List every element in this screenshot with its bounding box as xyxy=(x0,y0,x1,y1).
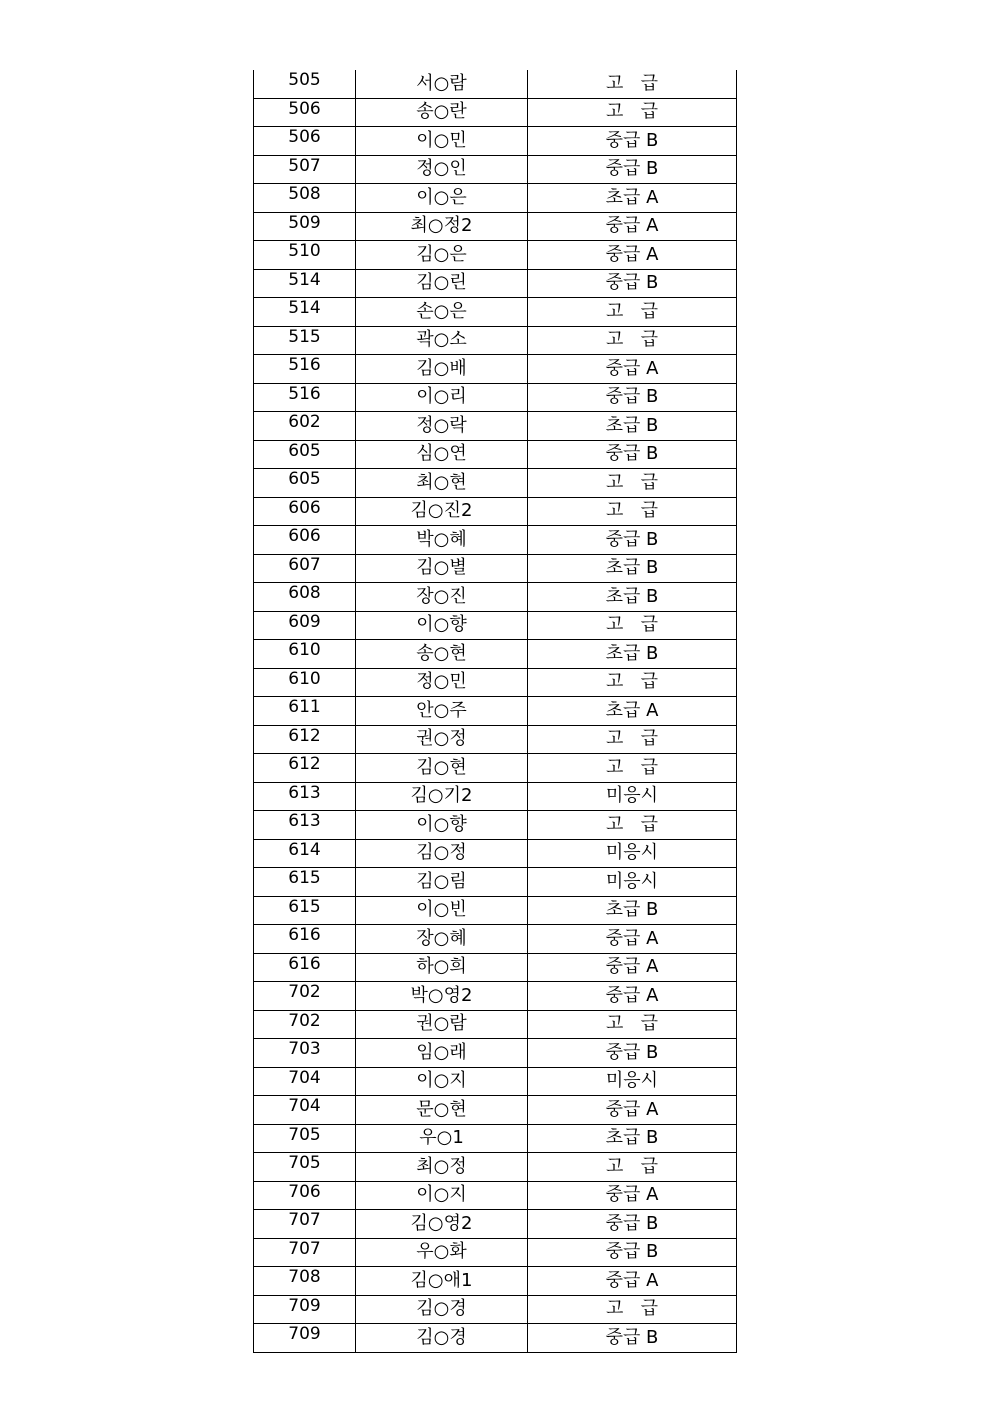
grade-level-cell: 중급 A xyxy=(528,1181,737,1210)
grade-level-cell: 초급 A xyxy=(528,184,737,213)
student-name-cell: 이○지 xyxy=(356,1067,528,1096)
table-row xyxy=(254,754,737,783)
room-number-cell: 514 xyxy=(254,269,356,298)
student-name-cell: 김○애1 xyxy=(356,1267,528,1296)
grade-level-cell: 중급 B xyxy=(528,1238,737,1267)
room-number-cell: 514 xyxy=(254,298,356,327)
grade-level-cell: 고 급 xyxy=(528,70,737,98)
table-row xyxy=(254,725,737,754)
room-number-cell: 509 xyxy=(254,212,356,241)
room-number-cell: 506 xyxy=(254,127,356,156)
grade-level-cell: 중급 A xyxy=(528,241,737,270)
student-name-cell: 손○은 xyxy=(356,298,528,327)
room-number-cell: 610 xyxy=(254,640,356,669)
table-row xyxy=(254,469,737,498)
table-row xyxy=(254,697,737,726)
table-row xyxy=(254,782,737,811)
table-row xyxy=(254,70,737,98)
table-row xyxy=(254,1010,737,1039)
room-number-cell: 506 xyxy=(254,98,356,127)
grade-level-cell: 고 급 xyxy=(528,1295,737,1324)
room-number-cell: 706 xyxy=(254,1181,356,1210)
grade-level-cell: 미응시 xyxy=(528,782,737,811)
room-number-cell: 707 xyxy=(254,1210,356,1239)
student-name-cell: 김○림 xyxy=(356,868,528,897)
grade-level-cell: 중급 B xyxy=(528,155,737,184)
student-name-cell: 이○지 xyxy=(356,1181,528,1210)
grade-level-cell: 중급 B xyxy=(528,127,737,156)
table-row xyxy=(254,953,737,982)
student-name-cell: 김○배 xyxy=(356,355,528,384)
student-name-cell: 김○정 xyxy=(356,839,528,868)
table-row xyxy=(254,383,737,412)
grade-level-cell: 고 급 xyxy=(528,497,737,526)
room-number-cell: 516 xyxy=(254,355,356,384)
table-row xyxy=(254,839,737,868)
grade-level-cell: 고 급 xyxy=(528,754,737,783)
grade-level-cell: 고 급 xyxy=(528,469,737,498)
table-row xyxy=(254,497,737,526)
student-name-cell: 하○희 xyxy=(356,953,528,982)
table-row xyxy=(254,212,737,241)
student-name-cell: 우○1 xyxy=(356,1124,528,1153)
room-number-cell: 611 xyxy=(254,697,356,726)
grade-level-cell: 중급 B xyxy=(528,440,737,469)
table-row xyxy=(254,412,737,441)
room-number-cell: 612 xyxy=(254,754,356,783)
grade-level-cell: 고 급 xyxy=(528,725,737,754)
table-row xyxy=(254,925,737,954)
student-name-cell: 송○란 xyxy=(356,98,528,127)
grade-level-cell: 중급 B xyxy=(528,1039,737,1068)
grade-level-cell: 중급 B xyxy=(528,1324,737,1353)
grade-level-cell: 고 급 xyxy=(528,1010,737,1039)
table-row xyxy=(254,668,737,697)
grade-level-cell: 중급 B xyxy=(528,526,737,555)
student-name-cell: 최○현 xyxy=(356,469,528,498)
table-row xyxy=(254,868,737,897)
student-name-cell: 이○향 xyxy=(356,811,528,840)
grade-level-cell: 중급 A xyxy=(528,355,737,384)
grade-level-cell: 중급 A xyxy=(528,1267,737,1296)
grade-level-cell: 초급 B xyxy=(528,896,737,925)
room-number-cell: 612 xyxy=(254,725,356,754)
student-name-cell: 문○현 xyxy=(356,1096,528,1125)
student-name-cell: 김○영2 xyxy=(356,1210,528,1239)
room-number-cell: 609 xyxy=(254,611,356,640)
table-row xyxy=(254,1096,737,1125)
room-number-cell: 707 xyxy=(254,1238,356,1267)
room-number-cell: 704 xyxy=(254,1067,356,1096)
grade-level-cell: 고 급 xyxy=(528,611,737,640)
table-row xyxy=(254,1153,737,1182)
grade-level-cell: 중급 B xyxy=(528,269,737,298)
table-row xyxy=(254,184,737,213)
room-number-cell: 610 xyxy=(254,668,356,697)
room-number-cell: 607 xyxy=(254,554,356,583)
table-row xyxy=(254,298,737,327)
student-name-cell: 김○경 xyxy=(356,1295,528,1324)
room-number-cell: 616 xyxy=(254,953,356,982)
room-number-cell: 613 xyxy=(254,782,356,811)
grade-level-cell: 초급 A xyxy=(528,697,737,726)
student-name-cell: 최○정 xyxy=(356,1153,528,1182)
student-name-cell: 정○락 xyxy=(356,412,528,441)
grade-level-cell: 중급 A xyxy=(528,982,737,1011)
student-name-cell: 김○현 xyxy=(356,754,528,783)
student-name-cell: 장○혜 xyxy=(356,925,528,954)
room-number-cell: 704 xyxy=(254,1096,356,1125)
room-number-cell: 510 xyxy=(254,241,356,270)
grade-level-cell: 중급 B xyxy=(528,383,737,412)
grade-level-cell: 초급 B xyxy=(528,1124,737,1153)
student-name-cell: 우○화 xyxy=(356,1238,528,1267)
grade-level-cell: 미응시 xyxy=(528,1067,737,1096)
room-number-cell: 705 xyxy=(254,1153,356,1182)
table-row xyxy=(254,127,737,156)
student-name-cell: 장○진 xyxy=(356,583,528,612)
table-row xyxy=(254,1181,737,1210)
grade-level-cell: 고 급 xyxy=(528,298,737,327)
room-number-cell: 516 xyxy=(254,383,356,412)
table-row xyxy=(254,1324,737,1353)
room-number-cell: 508 xyxy=(254,184,356,213)
room-number-cell: 602 xyxy=(254,412,356,441)
room-number-cell: 614 xyxy=(254,839,356,868)
grade-level-cell: 중급 B xyxy=(528,1210,737,1239)
table-row xyxy=(254,896,737,925)
table-row xyxy=(254,241,737,270)
student-name-cell: 박○영2 xyxy=(356,982,528,1011)
room-number-cell: 708 xyxy=(254,1267,356,1296)
grade-level-cell: 중급 A xyxy=(528,1096,737,1125)
student-name-cell: 김○별 xyxy=(356,554,528,583)
student-name-cell: 김○진2 xyxy=(356,497,528,526)
grade-level-cell: 초급 B xyxy=(528,583,737,612)
grade-level-cell: 고 급 xyxy=(528,326,737,355)
room-number-cell: 615 xyxy=(254,896,356,925)
room-number-cell: 507 xyxy=(254,155,356,184)
room-number-cell: 615 xyxy=(254,868,356,897)
table-row xyxy=(254,982,737,1011)
table-row xyxy=(254,1267,737,1296)
grade-level-cell: 미응시 xyxy=(528,839,737,868)
room-number-cell: 702 xyxy=(254,982,356,1011)
grade-level-cell: 고 급 xyxy=(528,668,737,697)
results-table xyxy=(253,70,737,1353)
student-name-cell: 김○린 xyxy=(356,269,528,298)
grade-level-cell: 초급 B xyxy=(528,412,737,441)
student-name-cell: 심○연 xyxy=(356,440,528,469)
room-number-cell: 705 xyxy=(254,1124,356,1153)
table-row xyxy=(254,1067,737,1096)
student-name-cell: 이○빈 xyxy=(356,896,528,925)
student-name-cell: 이○리 xyxy=(356,383,528,412)
room-number-cell: 703 xyxy=(254,1039,356,1068)
grade-level-cell: 중급 A xyxy=(528,953,737,982)
grade-level-cell: 고 급 xyxy=(528,811,737,840)
student-name-cell: 임○래 xyxy=(356,1039,528,1068)
student-name-cell: 정○민 xyxy=(356,668,528,697)
student-name-cell: 권○람 xyxy=(356,1010,528,1039)
table-row xyxy=(254,326,737,355)
student-name-cell: 서○람 xyxy=(356,70,528,98)
room-number-cell: 709 xyxy=(254,1295,356,1324)
table-row xyxy=(254,640,737,669)
room-number-cell: 606 xyxy=(254,497,356,526)
grade-level-cell: 고 급 xyxy=(528,1153,737,1182)
table-row xyxy=(254,583,737,612)
student-name-cell: 이○은 xyxy=(356,184,528,213)
table-row xyxy=(254,155,737,184)
table-row xyxy=(254,98,737,127)
room-number-cell: 605 xyxy=(254,469,356,498)
room-number-cell: 608 xyxy=(254,583,356,612)
table-body xyxy=(254,70,737,1352)
student-name-cell: 김○경 xyxy=(356,1324,528,1353)
grade-level-cell: 초급 B xyxy=(528,554,737,583)
student-name-cell: 곽○소 xyxy=(356,326,528,355)
room-number-cell: 702 xyxy=(254,1010,356,1039)
student-name-cell: 김○은 xyxy=(356,241,528,270)
table-row xyxy=(254,440,737,469)
table-row xyxy=(254,269,737,298)
table-row xyxy=(254,1238,737,1267)
room-number-cell: 616 xyxy=(254,925,356,954)
table-row xyxy=(254,526,737,555)
student-name-cell: 송○현 xyxy=(356,640,528,669)
table-row xyxy=(254,811,737,840)
grade-level-cell: 중급 A xyxy=(528,925,737,954)
table-row xyxy=(254,611,737,640)
student-name-cell: 최○정2 xyxy=(356,212,528,241)
room-number-cell: 515 xyxy=(254,326,356,355)
grade-level-cell: 중급 A xyxy=(528,212,737,241)
student-name-cell: 안○주 xyxy=(356,697,528,726)
grade-level-cell: 미응시 xyxy=(528,868,737,897)
table-row xyxy=(254,554,737,583)
student-name-cell: 김○기2 xyxy=(356,782,528,811)
table-row xyxy=(254,1295,737,1324)
student-name-cell: 권○정 xyxy=(356,725,528,754)
table-row xyxy=(254,1210,737,1239)
table-row xyxy=(254,355,737,384)
room-number-cell: 613 xyxy=(254,811,356,840)
grade-level-cell: 고 급 xyxy=(528,98,737,127)
room-number-cell: 605 xyxy=(254,440,356,469)
student-name-cell: 이○민 xyxy=(356,127,528,156)
grade-level-cell: 초급 B xyxy=(528,640,737,669)
table-row xyxy=(254,1124,737,1153)
student-name-cell: 박○혜 xyxy=(356,526,528,555)
room-number-cell: 505 xyxy=(254,70,356,98)
room-number-cell: 606 xyxy=(254,526,356,555)
table-row xyxy=(254,1039,737,1068)
room-number-cell: 709 xyxy=(254,1324,356,1353)
student-name-cell: 이○향 xyxy=(356,611,528,640)
student-name-cell: 정○인 xyxy=(356,155,528,184)
